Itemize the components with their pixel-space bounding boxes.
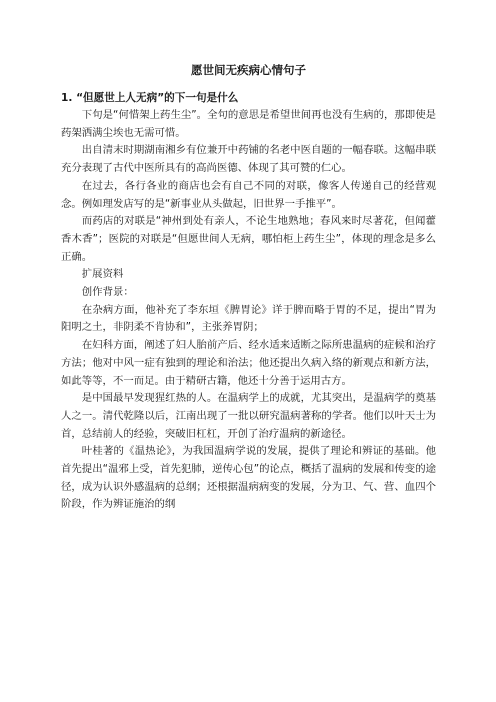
paragraph: 在过去，各行各业的商店也会有自己不同的对联，像客人传递自己的经营观念。例如理发店写的是“新事业从头做起，旧世界一手推平”。: [61, 179, 436, 210]
paragraph: 而药店的对联是“神州到处有亲人，不论生地熟地；春风来时尽著花，但闻藿香木香”；医院的对联是“但愿世间人无病，哪怕柜上药生尘”，体现的理念是多么正确。: [61, 215, 436, 263]
paragraph: 下句是“何惜架上药生尘”。全句的意思是希望世间再也没有生病的，那即使是药架洒满尘埃也无需可惜。: [61, 109, 436, 139]
paragraph: 在杂病方面，他补充了李东垣《脾胃论》详于脾而略于胃的不足，提出“胃为阳明之土，非阴柔不肯协和”，主张养胃阴；: [61, 303, 436, 334]
paragraph: 出自清末时期湖南湘乡有位兼开中药铺的名老中医自题的一幅春联。这幅串联充分表现了古代中医所具有的高尚医德、体现了其可赞的仁心。: [61, 144, 436, 175]
document-title: 愿世间无疾病心情句子: [191, 63, 306, 77]
paragraph: 叶桂著的《温热论》，为我国温病学说的发展，提供了理论和辨证的基础。他首先提出“温邪上受，首先犯肺，逆传心包”的论点，概括了温病的发展和传变的途径，成为认识外感温病的总纲；还根据温病病变的发展，分为卫、气、营、血四个阶段，作为辨证施治的纲: [61, 445, 436, 511]
section-heading: 1. “但愿世上人无病”的下一句是什么: [61, 92, 239, 104]
paragraph: 在妇科方面，阐述了妇人胎前产后、经水适来适断之际所患温病的症候和治疗方法；他对中风一症有独到的理论和治法；他还提出久病入络的新观点和新方法，如此等等，不一而足。由于精研古籍，他还十分善于运用古方。: [61, 339, 436, 387]
paragraph-extended-info-label: 扩展资料: [81, 268, 124, 281]
paragraph-background-label: 创作背景：: [81, 286, 134, 299]
paragraph: 是中国最早发现猩红热的人。在温病学上的成就，尤其突出，是温病学的奠基人之一。清代乾隆以后，江南出现了一批以研究温病著称的学者。他们以叶天士为首，总结前人的经验，突破旧杠杠，开创了治疗温病的新途径。: [61, 392, 436, 440]
